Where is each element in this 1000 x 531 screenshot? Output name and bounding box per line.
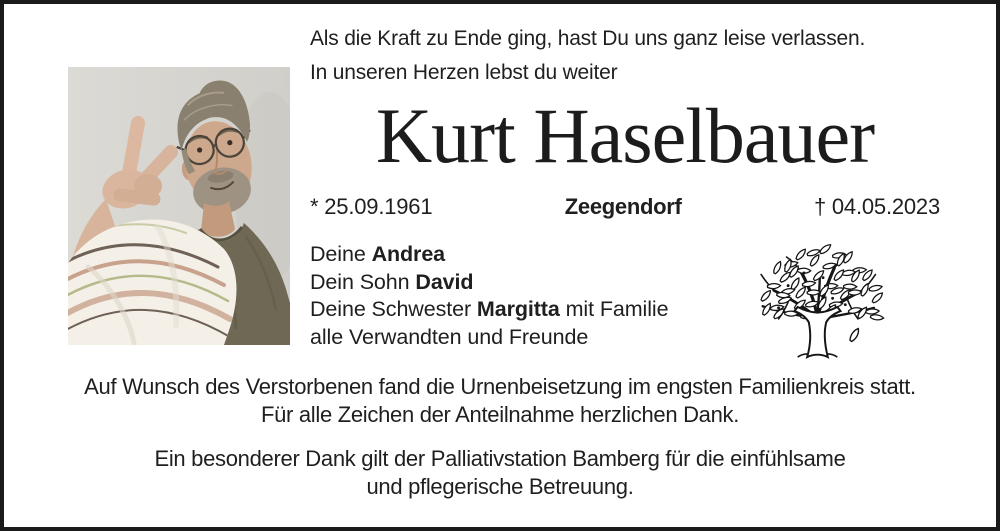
portrait-photo (68, 67, 290, 345)
tree-illustration (750, 237, 885, 362)
mourner-name: David (415, 269, 474, 294)
announcement-line-2: Für alle Zeichen der Anteilnahme herzlichen Dank. (260, 402, 740, 427)
announcement-line-1: Auf Wunsch des Verstorbenen fand die Urnenbeisetzung im engsten Familienkreis statt. (84, 374, 916, 399)
tree-trunk (794, 307, 840, 357)
thanks-paragraph (4, 445, 996, 501)
announcement-paragraph (4, 373, 996, 429)
striped-duvet (68, 219, 237, 345)
deceased-name: Kurt Haselbauer (375, 92, 875, 179)
portrait-man-peace-sign (68, 67, 290, 345)
mourner-text: Dein Sohn (310, 269, 416, 294)
place-name: Zeegendorf (564, 194, 682, 219)
death-date: † 04.05.2023 (813, 194, 940, 219)
epigraph-line-1: Als die Kraft zu Ende ging, hast Du uns ganz leise verlassen. (310, 27, 866, 50)
epigraph-line-2: In unseren Herzen lebst du weiter (310, 61, 618, 84)
birth-date: * 25.09.1961 (310, 194, 433, 219)
mourner-text: Deine Schwester (310, 297, 477, 321)
falling-leaf (847, 328, 862, 342)
mourner-name: Andrea (371, 242, 446, 266)
neck (201, 201, 235, 237)
thanks-line-1: Ein besonderer Dank gilt der Palliativstation Bamberg für die einfühlsame (154, 446, 846, 471)
mourner-text: Deine (310, 242, 372, 266)
mourner-text: alle Verwandten und Freunde (310, 324, 589, 349)
thanks-line-2: und pflegerische Betreuung. (366, 474, 634, 499)
dates-row (310, 194, 940, 220)
mourner-text: mit Familie (559, 297, 669, 321)
mourner-name: Margitta (476, 297, 560, 321)
leafy-tree-line-art (750, 237, 885, 362)
